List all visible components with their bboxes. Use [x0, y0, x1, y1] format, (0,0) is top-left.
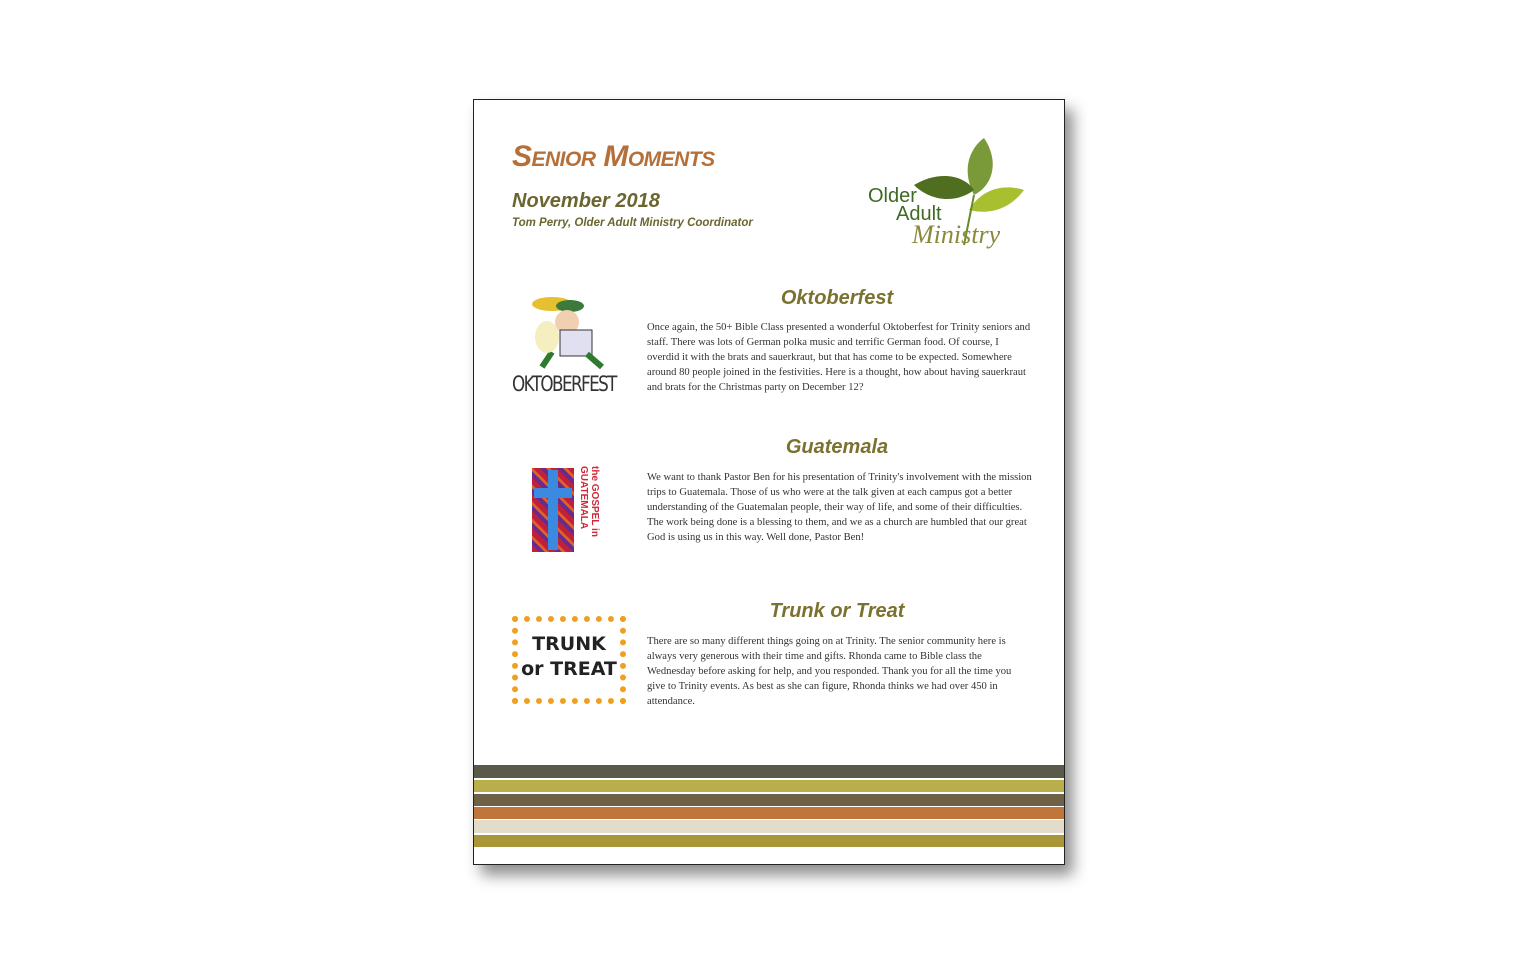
accordion-player-icon	[512, 292, 630, 377]
section-body-trunk-or-treat: There are so many different things going on at Trinity. The senior community here is always very generous with their time and gifts. Rhonda came to Bible class the Wednesday before asking for help, and you responded. Thank you for all the time you give to Trinity events. As best as she can figure, Rhonda thinks we had over 450 in attendance.	[647, 636, 1012, 707]
guatemala-image-text: the GOSPEL in GUATEMALA	[578, 466, 600, 537]
coordinator-byline: Tom Perry, Older Adult Ministry Coordinator	[512, 217, 753, 229]
footer-stripe	[474, 820, 1064, 833]
section-heading-guatemala: Guatemala	[785, 436, 889, 458]
footer-stripe	[474, 835, 1064, 847]
logo-text-adult: Adult	[896, 203, 942, 225]
oktoberfest-image-text: OKTOBERFEST	[512, 372, 616, 396]
footer-stripe	[474, 794, 1064, 806]
section-heading-oktoberfest: Oktoberfest	[780, 287, 894, 309]
footer-stripe	[474, 780, 1064, 792]
guatemala-image	[532, 466, 600, 554]
older-adult-ministry-logo	[864, 135, 1034, 255]
trunk-or-treat-image-text: TRUNK or TREAT	[521, 633, 617, 680]
footer-stripe	[474, 807, 1064, 819]
footer-stripe	[474, 765, 1064, 778]
issue-date: November 2018	[512, 190, 660, 212]
cross-icon	[532, 468, 574, 552]
logo-text-ministry: Ministry	[912, 220, 1001, 249]
trunk-or-treat-image	[512, 616, 626, 704]
section-heading-trunk-or-treat: Trunk or Treat	[769, 600, 905, 622]
section-body-oktoberfest: Once again, the 50+ Bible Class presented a wonderful Oktoberfest for Trinity seniors and staff. There was lots of German polka music and terrific German food. Of course, I overdid it with the brats and sauerkraut, but that has come to be expected. Somewhere around 80 people joined in the festivities. Here is a thought, how about having sauerkraut and brats for the Christmas party on December 12?	[647, 322, 1031, 393]
oktoberfest-image	[512, 292, 630, 404]
newsletter-page	[473, 99, 1065, 865]
section-body-guatemala: We want to thank Pastor Ben for his presentation of Trinity's involvement with the mission trips to Guatemala. Those of us who were at the talk given at each campus got a better understanding of the Guatemalan people, their way of life, and some of their difficulties. The work being done is a blessing to them, and we as a church are humbled that our great God is using us in this way. Well done, Pastor Ben!	[647, 472, 1032, 543]
newsletter-title: Senior Moments	[512, 140, 715, 173]
logo-text-older: Older	[868, 185, 917, 207]
